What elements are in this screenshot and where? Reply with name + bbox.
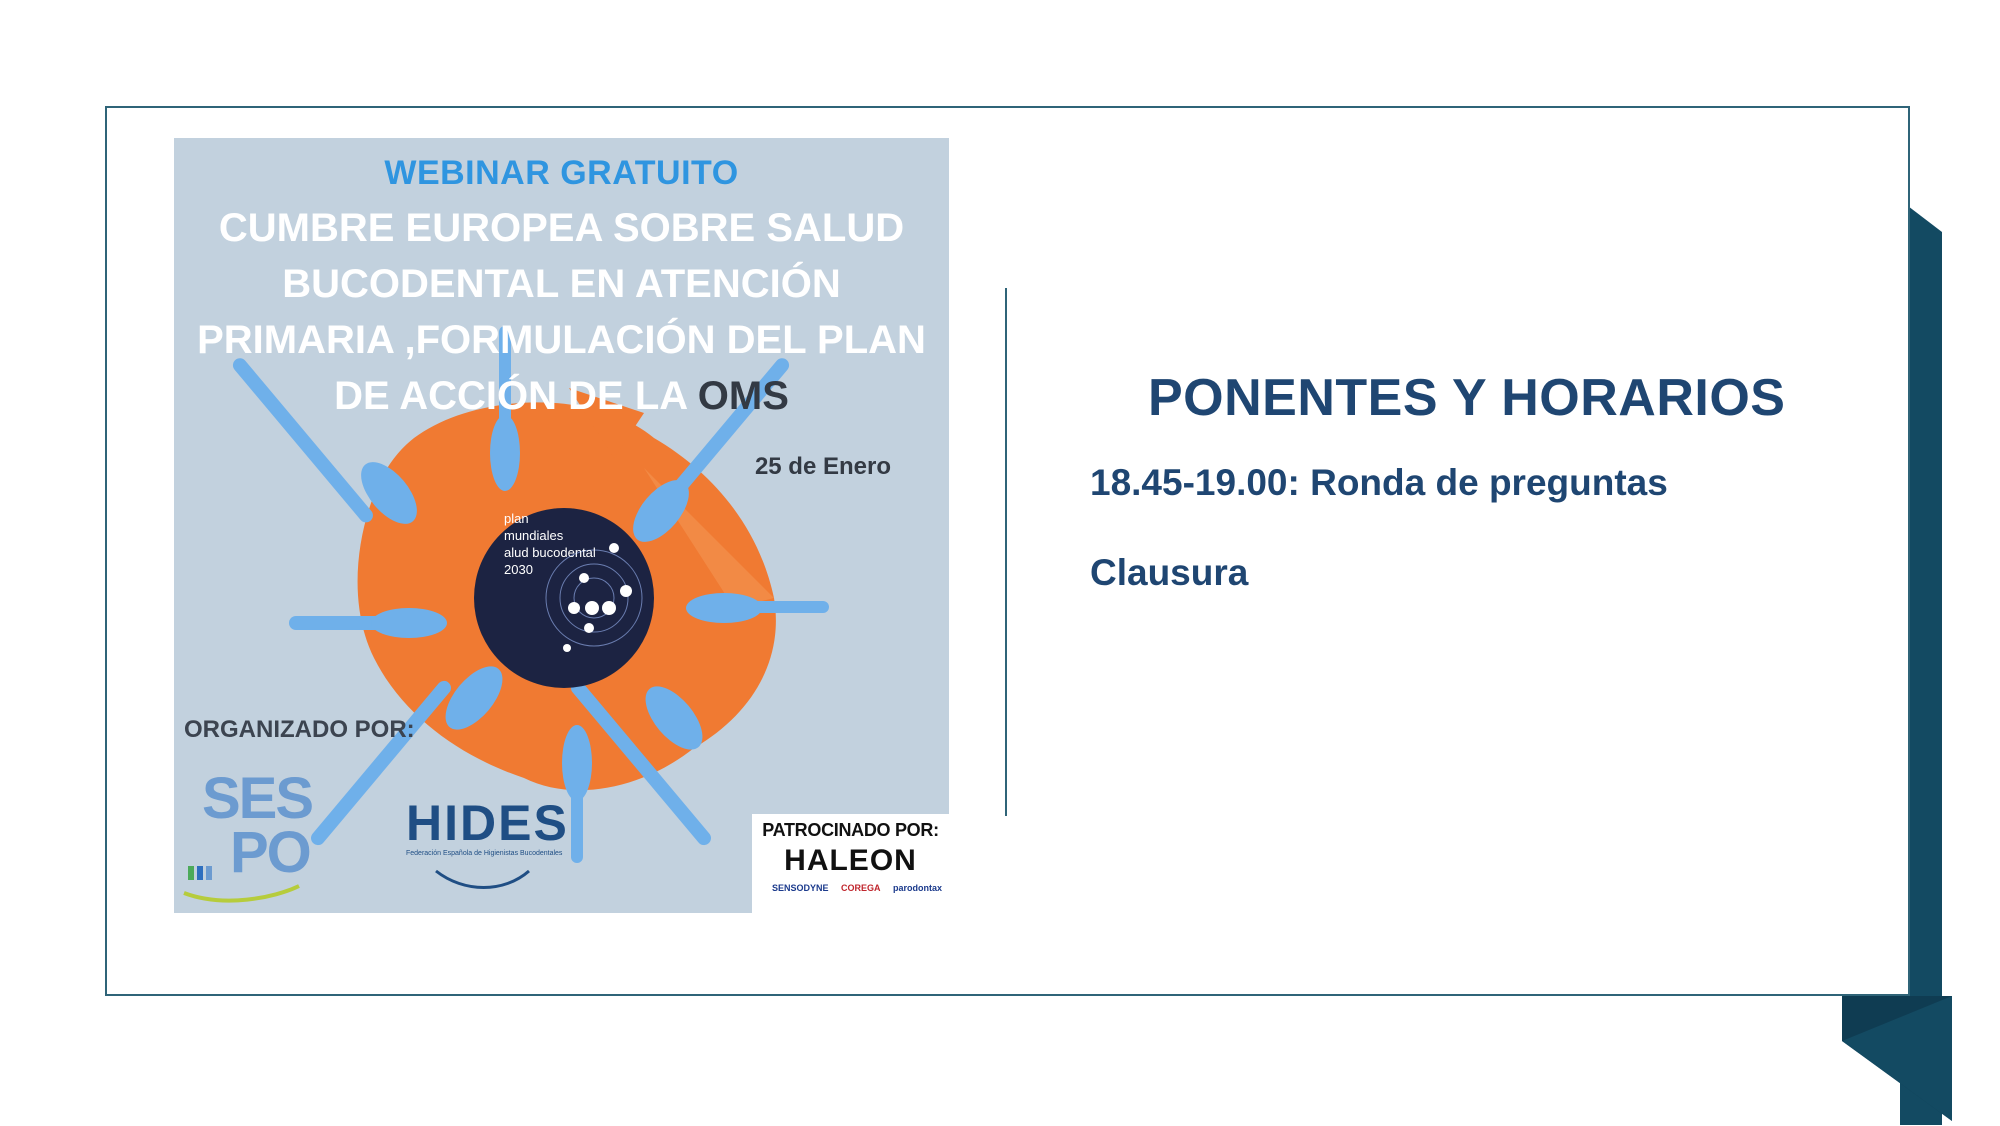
poster-webinar-label: WEBINAR GRATUITO [384,154,739,192]
center-line: alud bucodental [504,545,596,560]
hides-logo-subtitle: Federación Española de Higienistas Bucodentales [406,850,563,857]
haleon-logo: HALEON [784,844,917,877]
poster-title-oms: OMS [697,374,789,418]
sespo-logo-bottom: PO [230,820,310,885]
sponsor-brands [772,883,942,893]
sponsor-label: PATROCINADO POR: [762,820,939,840]
brand-sensodyne: SENSODYNE [772,883,829,893]
sespo-logo-top: SES [202,766,313,831]
slide-heading: PONENTES Y HORARIOS [1148,369,1786,427]
poster-center-text [504,510,596,578]
hides-logo-word: HIDES [406,795,569,851]
center-line: 2030 [504,562,533,577]
poster-title [194,200,929,424]
center-line: plan [504,511,529,526]
poster-title-main: CUMBRE EUROPEA SOBRE SALUD BUCODENTAL EN ATENCIÓN PRIMARIA ,FORMULACIÓN DEL PLAN DE ACCIÓN DE LA [197,206,926,418]
center-line: mundiales [504,528,564,543]
ribbon-fold [1842,996,1962,1126]
brand-corega: COREGA [840,883,881,893]
schedule-item: 18.45-19.00: Ronda de preguntas [1090,462,1668,503]
webinar-poster [174,138,949,913]
vertical-divider [1005,288,1007,816]
organizers-label: ORGANIZADO POR: [184,716,415,743]
hides-logo [406,795,569,857]
poster-date: 25 de Enero [754,453,891,480]
schedule-item: Clausura [1090,552,1249,593]
sespo-logo [188,766,318,900]
sponsor-box [752,814,949,913]
brand-parodontax: parodontax [892,883,942,893]
